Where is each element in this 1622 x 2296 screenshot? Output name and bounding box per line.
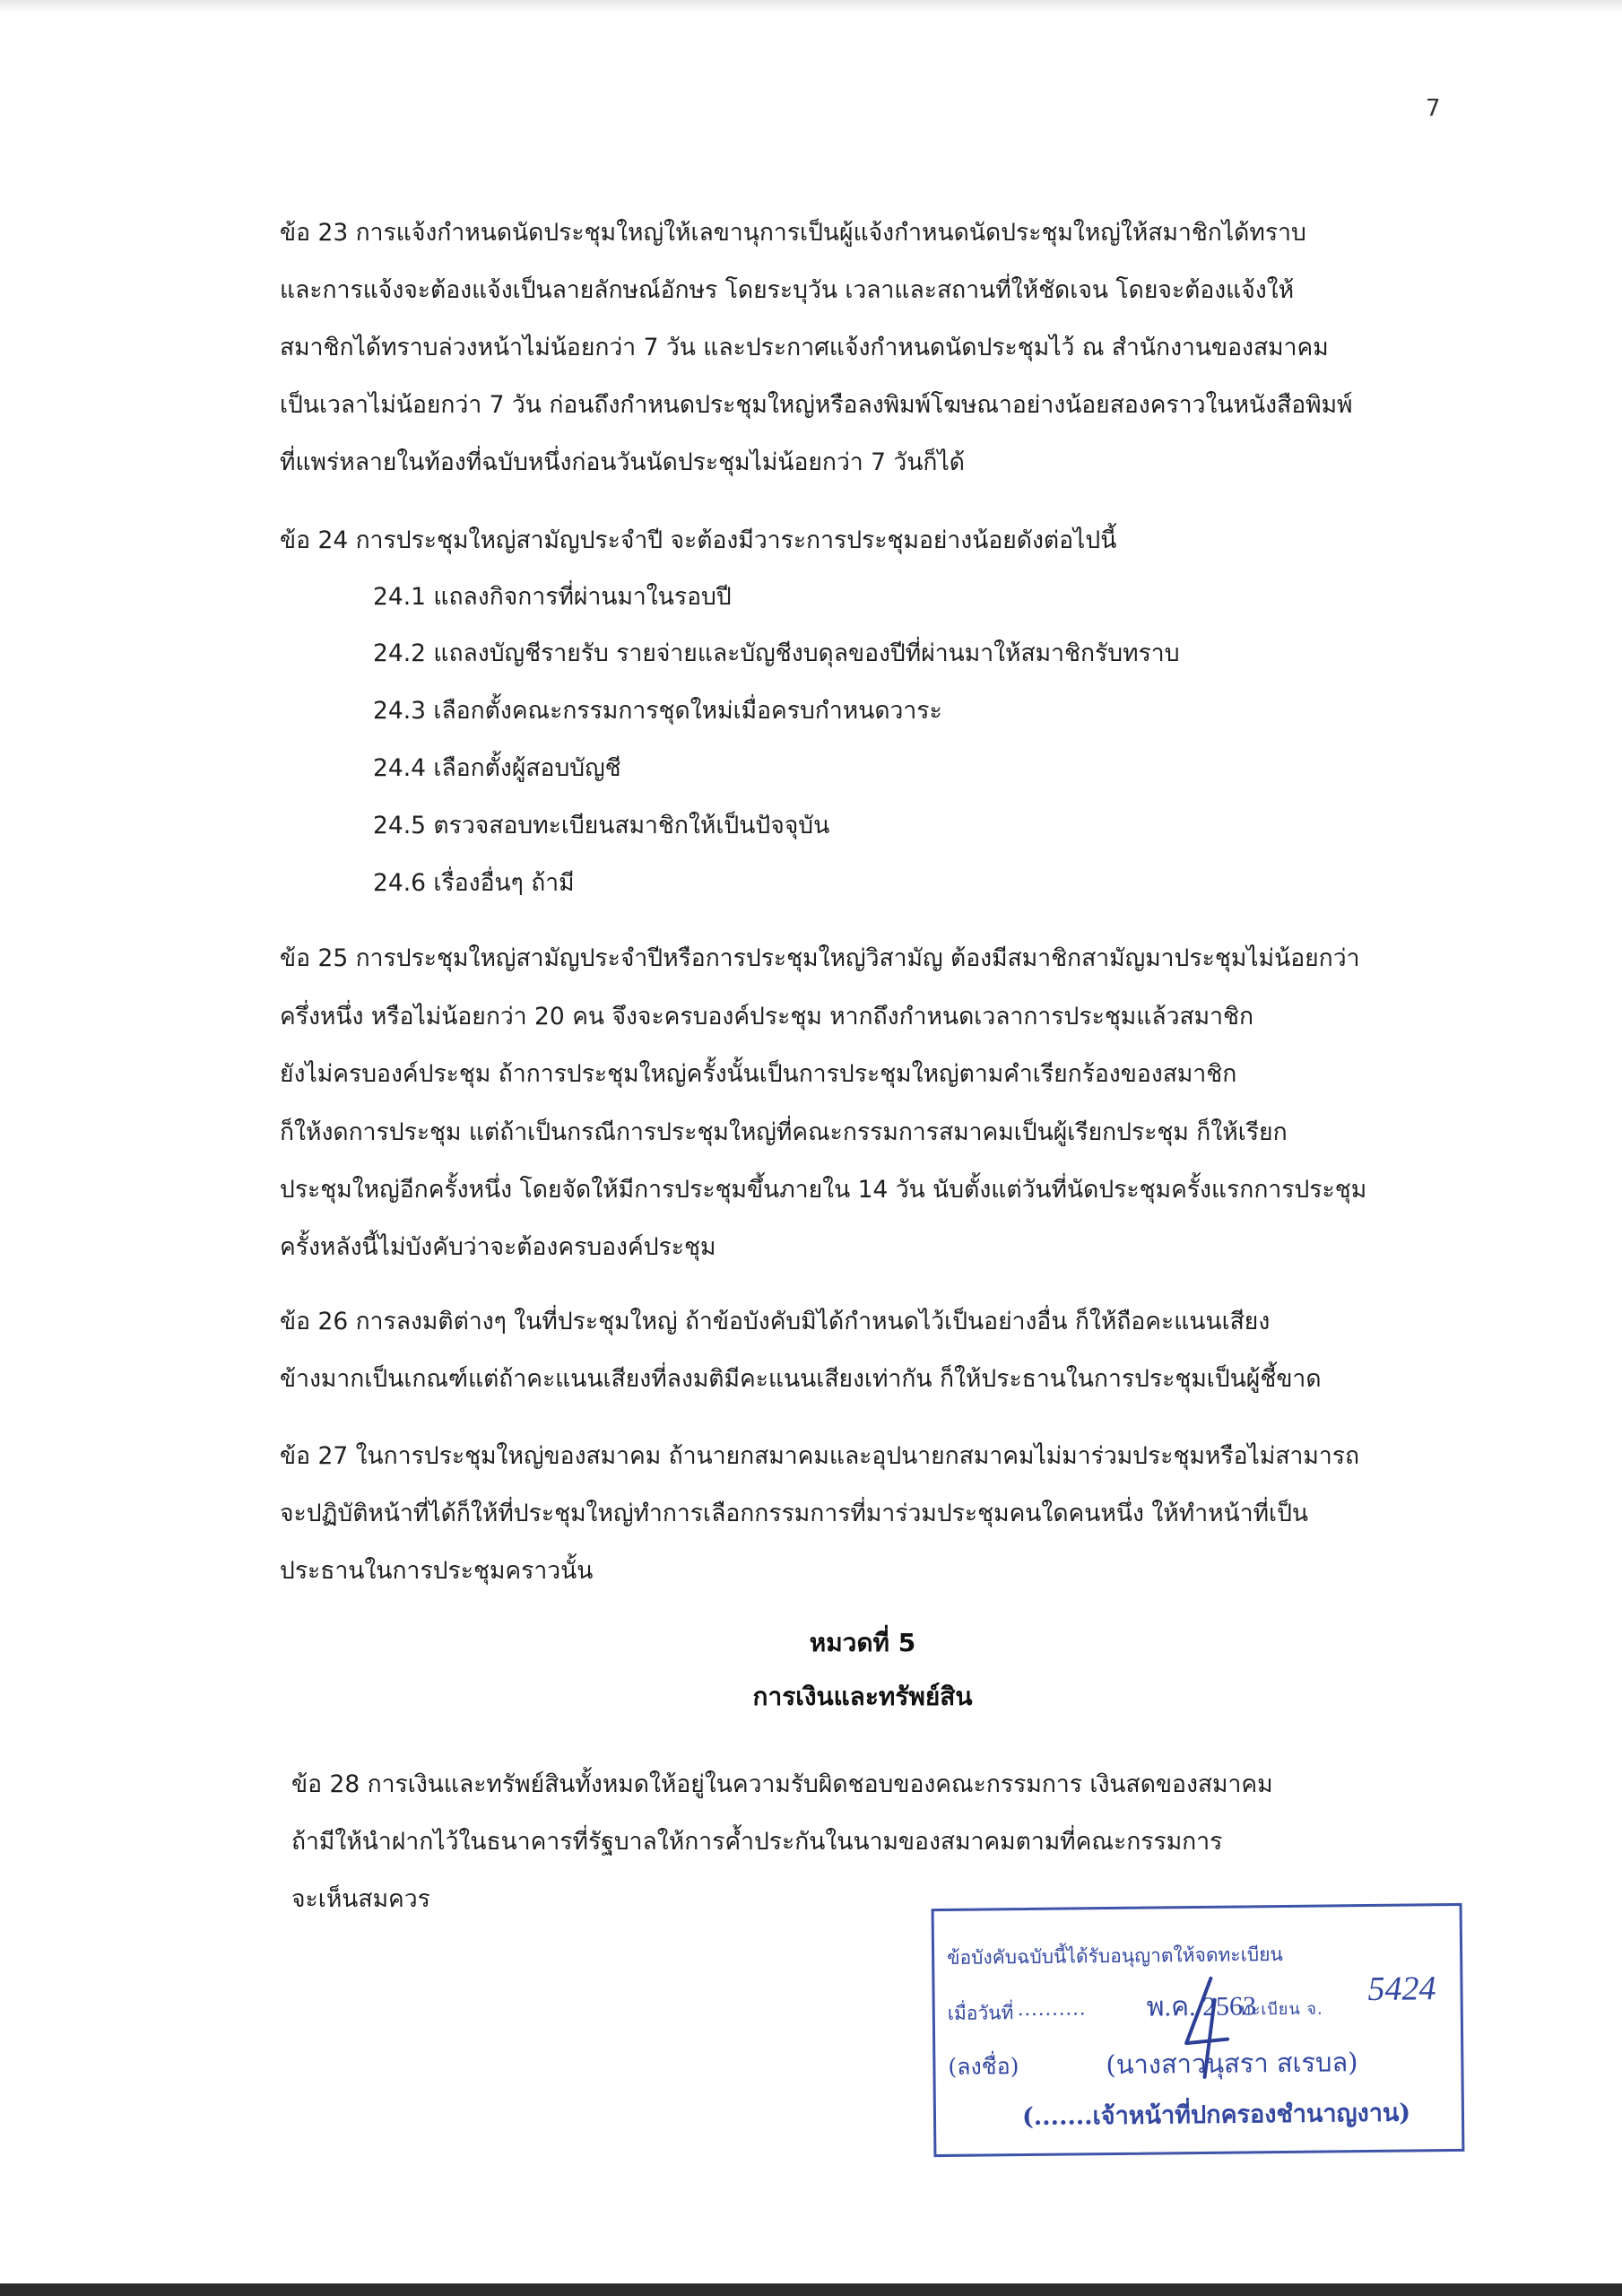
section-24-item-2: 24.2 แถลงบัญชีรายรับ รายจ่ายและบัญชีงบดุลของปีที่ผ่านมาให้สมาชิกรับทราบ: [373, 639, 1180, 667]
stamp-signer-name: (นางสาวนุสรา สเรบล): [1106, 2047, 1358, 2081]
handwritten-signature: [1167, 1972, 1249, 2081]
section-28-line-2: ถ้ามีให้นำฝากไว้ในธนาคารที่รัฐบาลให้การค้ำประกันในนามของสมาคมตามที่คณะกรรมการ: [291, 1828, 1223, 1856]
section-23-line-3: สมาชิกได้ทราบล่วงหน้าไม่น้อยกว่า 7 วัน และประกาศแจ้งกำหนดนัดประชุมไว้ ณ สำนักงานของสมาคม: [280, 334, 1329, 361]
section-28-line-3: จะเห็นสมควร: [291, 1885, 430, 1913]
section-24-item-4: 24.4 เลือกตั้งผู้สอบบัญชี: [373, 754, 621, 782]
chapter-title: การเงินและทรัพย์สิน: [752, 1682, 973, 1711]
section-25-line-6: ครั้งหลังนี้ไม่บังคับว่าจะต้องครบองค์ประชุม: [280, 1233, 716, 1261]
stamp-sign-label: (ลงชื่อ): [948, 2053, 1019, 2080]
section-25-line-5: ประชุมใหญ่อีกครั้งหนึ่ง โดยจัดให้มีการประชุมขึ้นภายใน 14 วัน นับตั้งแต่วันที่นัดประชุมครั้งแรกการประชุม: [280, 1176, 1367, 1204]
page-number: 7: [1426, 95, 1441, 122]
section-24-intro: ข้อ 24 การประชุมใหญ่สามัญประจำปี จะต้องมีวาระการประชุมอย่างน้อยดังต่อไปนี้: [280, 526, 1117, 554]
section-23-line-2: และการแจ้งจะต้องแจ้งเป็นลายลักษณ์อักษร โดยระบุวัน เวลาและสถานที่ให้ชัดเจน โดยจะต้องแจ้งให้: [280, 276, 1295, 304]
scan-top-shadow: [0, 0, 1622, 13]
scan-bottom-edge: [0, 2283, 1622, 2296]
stamp-date-dots: ..........: [1017, 1997, 1087, 2021]
section-24-item-3: 24.3 เลือกตั้งคณะกรรมการชุดใหม่เมื่อครบกำหนดวาระ: [373, 697, 942, 725]
stamp-date-value: พ.ค. 2563: [1146, 1991, 1257, 2022]
section-25-line-3: ยังไม่ครบองค์ประชุม ถ้าการประชุมใหญ่ครั้งนั้นเป็นการประชุมใหญ่ตามคำเรียกร้องของสมาชิก: [280, 1060, 1237, 1088]
stamp-signer-title: (.......เจ้าหน้าที่ปกครองชำนาญงาน): [1021, 2099, 1411, 2132]
section-26-line-2: ข้างมากเป็นเกณฑ์แต่ถ้าคะแนนเสียงที่ลงมติมีคะแนนเสียงเท่ากัน ก็ให้ประธานในการประชุมเป็นผู้ชี้ขาด: [280, 1365, 1322, 1393]
section-27-line-2: จะปฏิบัติหน้าที่ได้ก็ให้ที่ประชุมใหญ่ทำการเลือกกรรมการที่มาร่วมประชุมคนใดคนหนึ่ง ให้ทำหน้าที่เป็น: [280, 1500, 1309, 1527]
section-23-line-1: ข้อ 23 การแจ้งกำหนดนัดประชุมใหญ่ให้เลขานุการเป็นผู้แจ้งกำหนดนัดประชุมใหญ่ให้สมาชิกได้ทราบ: [280, 219, 1306, 247]
section-25-line-4: ก็ให้งดการประชุม แต่ถ้าเป็นกรณีการประชุมใหญ่ที่คณะกรรมการสมาคมเป็นผู้เรียกประชุม ก็ให้เรียก: [280, 1118, 1288, 1146]
section-25-line-2: ครึ่งหนึ่ง หรือไม่น้อยกว่า 20 คน จึงจะครบองค์ประชุม หากถึงกำหนดเวลาการประชุมแล้วสมาชิก: [280, 1003, 1254, 1031]
section-26-line-1: ข้อ 26 การลงมติต่างๆ ในที่ประชุมใหญ่ ถ้าข้อบังคับมิได้กำหนดไว้เป็นอย่างอื่น ก็ให้ถือคะแนนเสียง: [280, 1308, 1271, 1335]
stamp-registration-number: 5424: [1367, 1970, 1436, 2009]
chapter-number: หมวดที่ 5: [809, 1628, 916, 1657]
stamp-date-label: เมื่อวันที่: [947, 2002, 1014, 2024]
section-24-item-6: 24.6 เรื่องอื่นๆ ถ้ามี: [373, 869, 575, 897]
section-23-line-5: ที่แพร่หลายในท้องที่ฉบับหนึ่งก่อนวันนัดประชุมไม่น้อยกว่า 7 วันก็ได้: [280, 448, 966, 476]
section-24-item-5: 24.5 ตรวจสอบทะเบียนสมาชิกให้เป็นปัจจุบัน: [373, 812, 830, 839]
section-28-line-1: ข้อ 28 การเงินและทรัพย์สินทั้งหมดให้อยู่ในความรับผิดชอบของคณะกรรมการ เงินสดของสมาคม: [291, 1770, 1273, 1798]
section-24-item-1: 24.1 แถลงกิจการที่ผ่านมาในรอบปี: [373, 583, 732, 611]
registration-stamp: [932, 1903, 1465, 2157]
section-25-line-1: ข้อ 25 การประชุมใหญ่สามัญประจำปีหรือการประชุมใหญ่วิสามัญ ต้องมีสมาชิกสามัญมาประชุมไม่น้อยกว่า: [280, 944, 1360, 972]
stamp-registration-label: ทะเบียน จ.: [1239, 1999, 1323, 2020]
stamp-approval-text: ข้อบังคับฉบับนี้ได้รับอนุญาตให้จดทะเบียน: [947, 1944, 1283, 1969]
section-27-line-1: ข้อ 27 ในการประชุมใหญ่ของสมาคม ถ้านายกสมาคมและอุปนายกสมาคมไม่มาร่วมประชุมหรือไม่สามารถ: [280, 1442, 1360, 1470]
section-27-line-3: ประธานในการประชุมคราวนั้น: [280, 1557, 594, 1585]
section-23-line-4: เป็นเวลาไม่น้อยกว่า 7 วัน ก่อนถึงกำหนดประชุมใหญ่หรือลงพิมพ์โฆษณาอย่างน้อยสองคราวในหนังสือพิมพ์: [280, 391, 1353, 419]
